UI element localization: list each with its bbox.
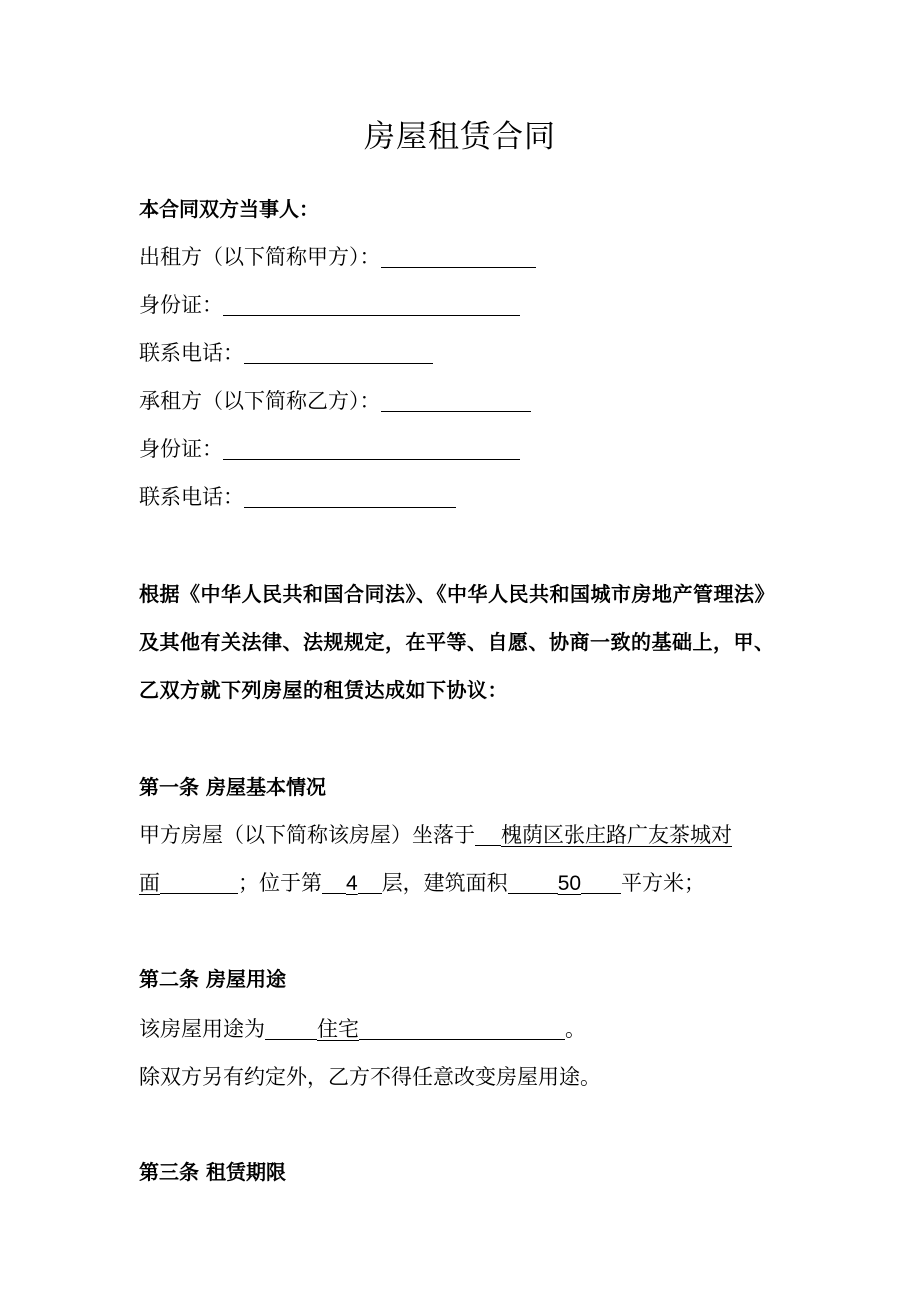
location-tail-blank bbox=[160, 867, 238, 894]
area-suffix: 平方米； bbox=[621, 871, 706, 895]
parties-heading: 本合同双方当事人： bbox=[139, 197, 319, 221]
use-tail-blank bbox=[359, 1013, 565, 1040]
lessor-name-blank bbox=[381, 241, 536, 268]
lessee-id-label: 身份证： bbox=[139, 437, 223, 461]
lessor-row bbox=[139, 240, 536, 274]
lessee-id-row bbox=[139, 432, 520, 466]
article3-heading: 第三条 租赁期限 bbox=[139, 1160, 286, 1184]
use-value: 住宅 bbox=[317, 1017, 359, 1041]
lessor-phone-row bbox=[139, 336, 433, 370]
area-tail-blank bbox=[581, 867, 621, 894]
use-lead-blank bbox=[265, 1013, 317, 1040]
lessor-id-blank bbox=[223, 289, 520, 316]
floor-tail-blank bbox=[358, 867, 382, 894]
lessor-label: 出租方（以下简称甲方）： bbox=[139, 245, 381, 269]
lessee-phone-row bbox=[139, 480, 456, 514]
article1-line2 bbox=[139, 866, 705, 901]
lessee-id-blank bbox=[223, 433, 520, 460]
use-suffix: 。 bbox=[565, 1017, 586, 1041]
location-value-line1: 槐荫区张庄路广友茶城对 bbox=[501, 823, 732, 847]
lessee-phone-label: 联系电话： bbox=[139, 485, 244, 509]
article2-use-row bbox=[139, 1012, 586, 1046]
lessee-phone-blank bbox=[244, 481, 456, 508]
lessor-phone-label: 联系电话： bbox=[139, 341, 244, 365]
lessor-id-label: 身份证： bbox=[139, 293, 223, 317]
lessor-id-row bbox=[139, 288, 520, 322]
lessor-phone-blank bbox=[244, 337, 433, 364]
article1-text-prefix: 甲方房屋（以下简称该房屋）坐落于 bbox=[139, 823, 475, 847]
article2-note: 除双方另有约定外，乙方不得任意改变房屋用途。 bbox=[139, 1065, 601, 1089]
floor-lead-blank bbox=[322, 867, 346, 894]
use-prefix: 该房屋用途为 bbox=[139, 1017, 265, 1041]
lessee-label: 承租方（以下简称乙方）： bbox=[139, 389, 381, 413]
area-value: 50 bbox=[557, 872, 582, 895]
location-lead-blank bbox=[475, 819, 501, 846]
article1-heading: 第一条 房屋基本情况 bbox=[139, 775, 326, 799]
floor-prefix: ；位于第 bbox=[238, 871, 322, 895]
floor-suffix: 层，建筑面积 bbox=[381, 871, 508, 895]
lessee-row bbox=[139, 384, 531, 418]
article1-line1 bbox=[139, 818, 732, 852]
preamble-paragraph: 根据《中华人民共和国合同法》、《中华人民共和国城市房地产管理法》及其他有关法律、法规规定，在平等、自愿、协商一致的基础上，甲、乙双方就下列房屋的租赁达成如下协议： bbox=[139, 582, 775, 702]
lessee-name-blank bbox=[381, 385, 531, 412]
article2-heading: 第二条 房屋用途 bbox=[139, 967, 286, 991]
location-value-line2: 面 bbox=[139, 871, 160, 895]
document-title: 房屋租赁合同 bbox=[364, 119, 556, 155]
area-lead-blank bbox=[508, 867, 558, 894]
floor-value: 4 bbox=[346, 872, 358, 895]
